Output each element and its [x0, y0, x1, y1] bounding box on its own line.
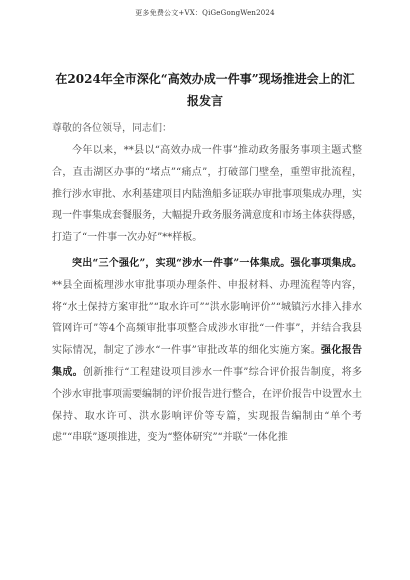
- subsection-label-2: 强化报告集成。: [52, 345, 362, 378]
- subsection-text-2: 创新推行“工程建设项目涉水一件事”综合评价报告制度，将多个涉水审批事项需要编制的评价报告进行整合，在评价报告中设置水土保持、取水许可、洪水影响评价等专篇，实现报告编制由“单个考虑”“串联”逐项推进，变为“整体研究”“并联”一体化推: [52, 366, 362, 444]
- section-heading: 突出“三个强化”，实现“涉水一件事”一体集成。: [72, 257, 291, 269]
- paragraph-1: 今年以来，**县以“高效办成一件事”推动政务服务事项主题式整合，直击湖区办事的“堵点”“痛点”，打破部门壁垒，重塑审批流程，推行涉水审批、水利基建项目内陆渔船多证联办审批事项集成办理，实现一件事集成套餐服务，大幅提升政务服务满意度和市场主体获得感，打造了“一件事一次办好”**样板。: [52, 145, 362, 244]
- header-note: 更多免费公文+VX：QiGeGongWen2024: [135, 9, 275, 17]
- document-title: 在2024年全市深化“高效办成一件事”现场推进会上的汇报发言: [55, 72, 355, 108]
- salutation: 尊敬的各位领导，同志们：: [52, 123, 172, 134]
- subsection-label-1: 强化事项集成。: [290, 257, 362, 269]
- paragraph-2: [52, 253, 362, 449]
- subsection-text-1: **县全面梳理涉水审批事项办理条件、申报材料、办理流程等内容，将“水土保持方案审批”“取水许可”“洪水影响评价”“城镇污水排入排水管网许可”等4个高频审批事项整合成涉水审批“一件事”，并结合我县实际情况，制定了涉水“一件事”审批改革的细化实施方案。: [52, 279, 362, 357]
- document-body: [52, 140, 362, 449]
